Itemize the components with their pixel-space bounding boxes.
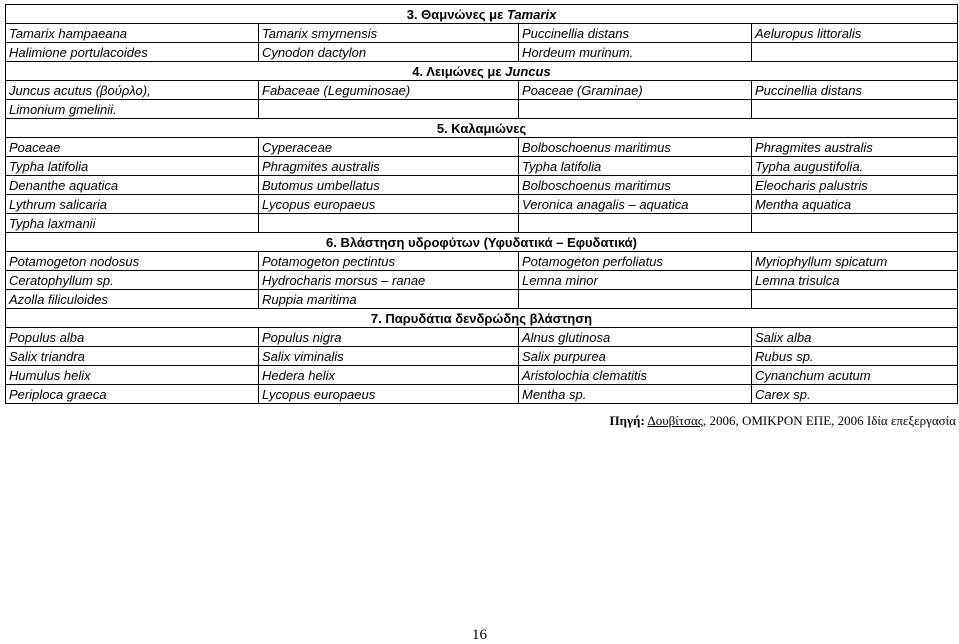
species-cell: Bolboschoenus maritimus [519,176,752,195]
table-row [6,214,958,233]
section-heading-text: 7. Παρυδάτια δενδρώδης βλάστηση [370,311,593,326]
source-citation [609,413,956,429]
page-number: 16 [472,627,487,643]
section-heading [6,233,958,252]
species-cell: Lycopus europaeus [259,195,519,214]
species-cell: Lythrum salicaria [6,195,259,214]
species-cell: Fabaceae (Leguminosae) [259,81,519,100]
species-cell: Potamogeton pectintus [259,252,519,271]
vegetation-species-table [5,4,958,404]
species-cell: Potamogeton perfoliatus [519,252,752,271]
species-cell: Typha latifolia [519,157,752,176]
species-cell: Tamarix smyrnensis [259,24,519,43]
section-heading [6,309,958,328]
section-heading-row [6,309,958,328]
section-heading-text: 4. Λειμώνες με [412,64,506,79]
species-cell [752,43,958,62]
species-cell: Cynodon dactylon [259,43,519,62]
species-cell: Typha laxmanii [6,214,259,233]
species-cell [519,100,752,119]
species-cell: Phragmites australis [259,157,519,176]
species-cell: Lemna trisulca [752,271,958,290]
species-cell: Hordeum murinum. [519,43,752,62]
table-row [6,252,958,271]
table-row [6,290,958,309]
table-row [6,271,958,290]
species-cell: Azolla filiculoides [6,290,259,309]
source-details: , 2006, ΟΜΙΚΡΟΝ ΕΠΕ, 2006 Ιδία επεξεργασία [702,413,956,428]
vegetation-species-table-wrapper [5,4,957,404]
source-author: Δουβίτσας [647,413,703,428]
species-cell: Cyperaceae [259,138,519,157]
species-cell: Populus alba [6,328,259,347]
species-cell: Poaceae (Graminae) [519,81,752,100]
section-heading [6,62,958,81]
species-cell [259,100,519,119]
species-cell: Salix alba [752,328,958,347]
section-heading-row [6,233,958,252]
species-cell: Typha latifolia [6,157,259,176]
species-cell: Humulus helix [6,366,259,385]
species-cell [752,290,958,309]
section-heading-text: 5. Καλαμιώνες [436,121,527,136]
species-cell [752,100,958,119]
table-row [6,24,958,43]
species-cell: Potamogeton nodosus [6,252,259,271]
species-cell: Typha augustifolia. [752,157,958,176]
species-cell: Veronica anagalis – aquatica [519,195,752,214]
section-heading [6,5,958,24]
table-row [6,385,958,404]
table-row [6,157,958,176]
species-cell: Ruppia maritima [259,290,519,309]
species-cell: Hedera helix [259,366,519,385]
species-cell: Alnus glutinosa [519,328,752,347]
species-cell: Phragmites australis [752,138,958,157]
table-body [6,5,958,404]
species-cell: Puccinellia distans [519,24,752,43]
species-cell: Aristolochia clematitis [519,366,752,385]
species-cell: Ceratophyllum sp. [6,271,259,290]
table-row [6,347,958,366]
section-heading-row [6,119,958,138]
source-label: Πηγή: [609,413,645,428]
table-row [6,195,958,214]
table-row [6,328,958,347]
species-cell: Hydrocharis morsus – ranae [259,271,519,290]
section-heading-genus: Tamarix [506,7,557,22]
species-cell: Eleocharis palustris [752,176,958,195]
species-cell: Aeluropus littoralis [752,24,958,43]
species-cell: Cynanchum acutum [752,366,958,385]
species-cell: Juncus acutus (βούρλο), [6,81,259,100]
species-cell: Mentha aquatica [752,195,958,214]
table-row [6,100,958,119]
species-cell [752,214,958,233]
species-cell: Tamarix hampaeana [6,24,259,43]
section-heading [6,119,958,138]
section-heading-row [6,5,958,24]
species-cell: Myriophyllum spicatum [752,252,958,271]
species-cell: Butomus umbellatus [259,176,519,195]
species-cell: Denanthe aquatica [6,176,259,195]
section-heading-text: 3. Θαμνώνες με [406,7,507,22]
species-cell: Salix viminalis [259,347,519,366]
section-heading-row [6,62,958,81]
table-row [6,138,958,157]
table-row [6,366,958,385]
species-cell [519,290,752,309]
species-cell: Mentha sp. [519,385,752,404]
species-cell: Bolboschoenus maritimus [519,138,752,157]
species-cell: Periploca graeca [6,385,259,404]
species-cell: Salix triandra [6,347,259,366]
species-cell: Puccinellia distans [752,81,958,100]
species-cell: Halimione portulacoides [6,43,259,62]
species-cell: Salix purpurea [519,347,752,366]
section-heading-text: 6. Βλάστηση υδροφύτων (Υφυδατικά – Εφυδατικά) [326,235,637,250]
species-cell [259,214,519,233]
species-cell: Limonium gmelinii. [6,100,259,119]
species-cell [519,214,752,233]
species-cell: Lemna minor [519,271,752,290]
species-cell: Populus nigra [259,328,519,347]
species-cell: Poaceae [6,138,259,157]
table-row [6,43,958,62]
table-row [6,81,958,100]
species-cell: Carex sp. [752,385,958,404]
table-row [6,176,958,195]
section-heading-genus: Juncus [505,64,551,79]
species-cell: Rubus sp. [752,347,958,366]
species-cell: Lycopus europaeus [259,385,519,404]
